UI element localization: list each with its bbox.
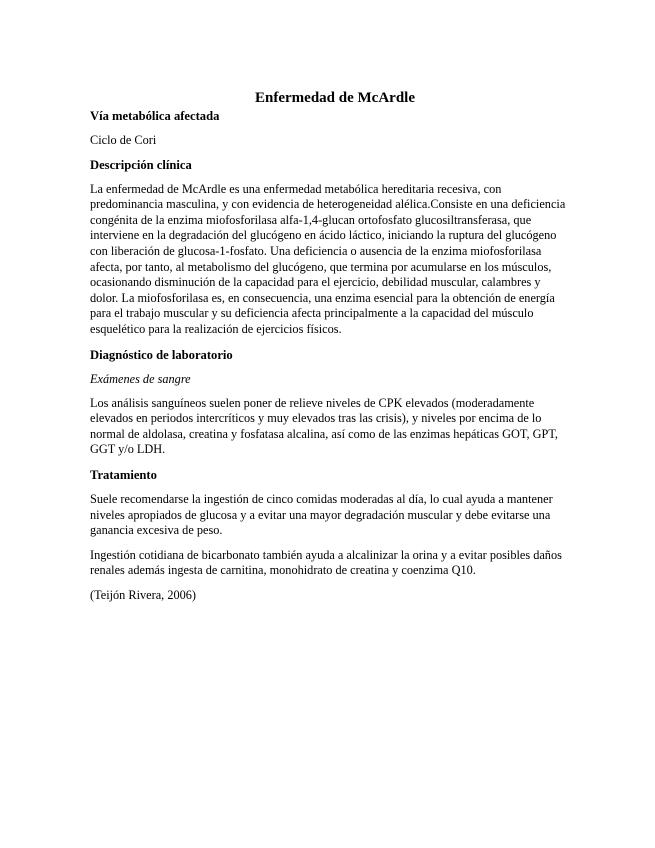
heading-metabolic-pathway: Vía metabólica afectada xyxy=(90,109,220,123)
treatment-paragraph-1: Suele recomendarse la ingestión de cinco comidas moderadas al día, lo cual ayuda a mantener niveles apropiados de glucosa y a evitar una mayor degradación muscular y debe evitarse una ganancia excesiva de peso. xyxy=(90,491,553,538)
document-page xyxy=(90,89,568,603)
clinical-description-text: La enfermedad de McArdle es una enfermedad metabólica hereditaria recesiva, con predominancia masculina, y con evidencia de heterogeneidad alélica.Consiste en una deficiencia congénita de la enzima miofosforilasa alfa-1,4-glucan ortofosfato glucosiltransferasa, que interviene en la degradación del glucógeno en ácido láctico, iniciando la ruptura del glucógeno con liberación de glucosa-1-fosfato. Una deficiencia o ausencia de la enzima miofosforilasa afecta, por tanto, al metabolismo del glucógeno, que termina por acumularse en los músculos, ocasionando disminución de la capacidad para el ejercicio, debilidad muscular, calambres y dolor. La miofosforilasa es, en consecuencia, una enzima esencial para la obtención de energía para el trabajo muscular y su deficiencia afecta principalmente a la capacidad del músculo esquelético para la realización de ejercicios físicos. xyxy=(90,181,566,336)
heading-lab-diagnosis: Diagnóstico de laboratorio xyxy=(90,347,233,362)
heading-treatment: Tratamiento xyxy=(90,467,157,482)
treatment-paragraph-2: Ingestión cotidiana de bicarbonato también ayuda a alcalinizar la orina y a evitar posibles daños renales además ingesta de carnitina, monohidrato de creatina y coenzima Q10. xyxy=(90,547,562,578)
metabolic-pathway-text: Ciclo de Cori xyxy=(90,133,157,147)
document-title: Enfermedad de McArdle xyxy=(255,90,415,106)
lab-diagnosis-text: Los análisis sanguíneos suelen poner de relieve niveles de CPK elevados (moderadamente elevados en periodos intercríticos y muy elevados tras las crisis), y niveles por encima de lo normal de aldolasa, creatina y fosfatasa alcalina, así como de las enzimas hepáticas GOT, GPT, GGT y/o LDH. xyxy=(90,395,559,457)
subheading-blood-tests: Exámenes de sangre xyxy=(90,371,191,386)
heading-clinical-description: Descripción clínica xyxy=(90,157,192,172)
citation: (Teijón Rivera, 2006) xyxy=(90,587,197,602)
